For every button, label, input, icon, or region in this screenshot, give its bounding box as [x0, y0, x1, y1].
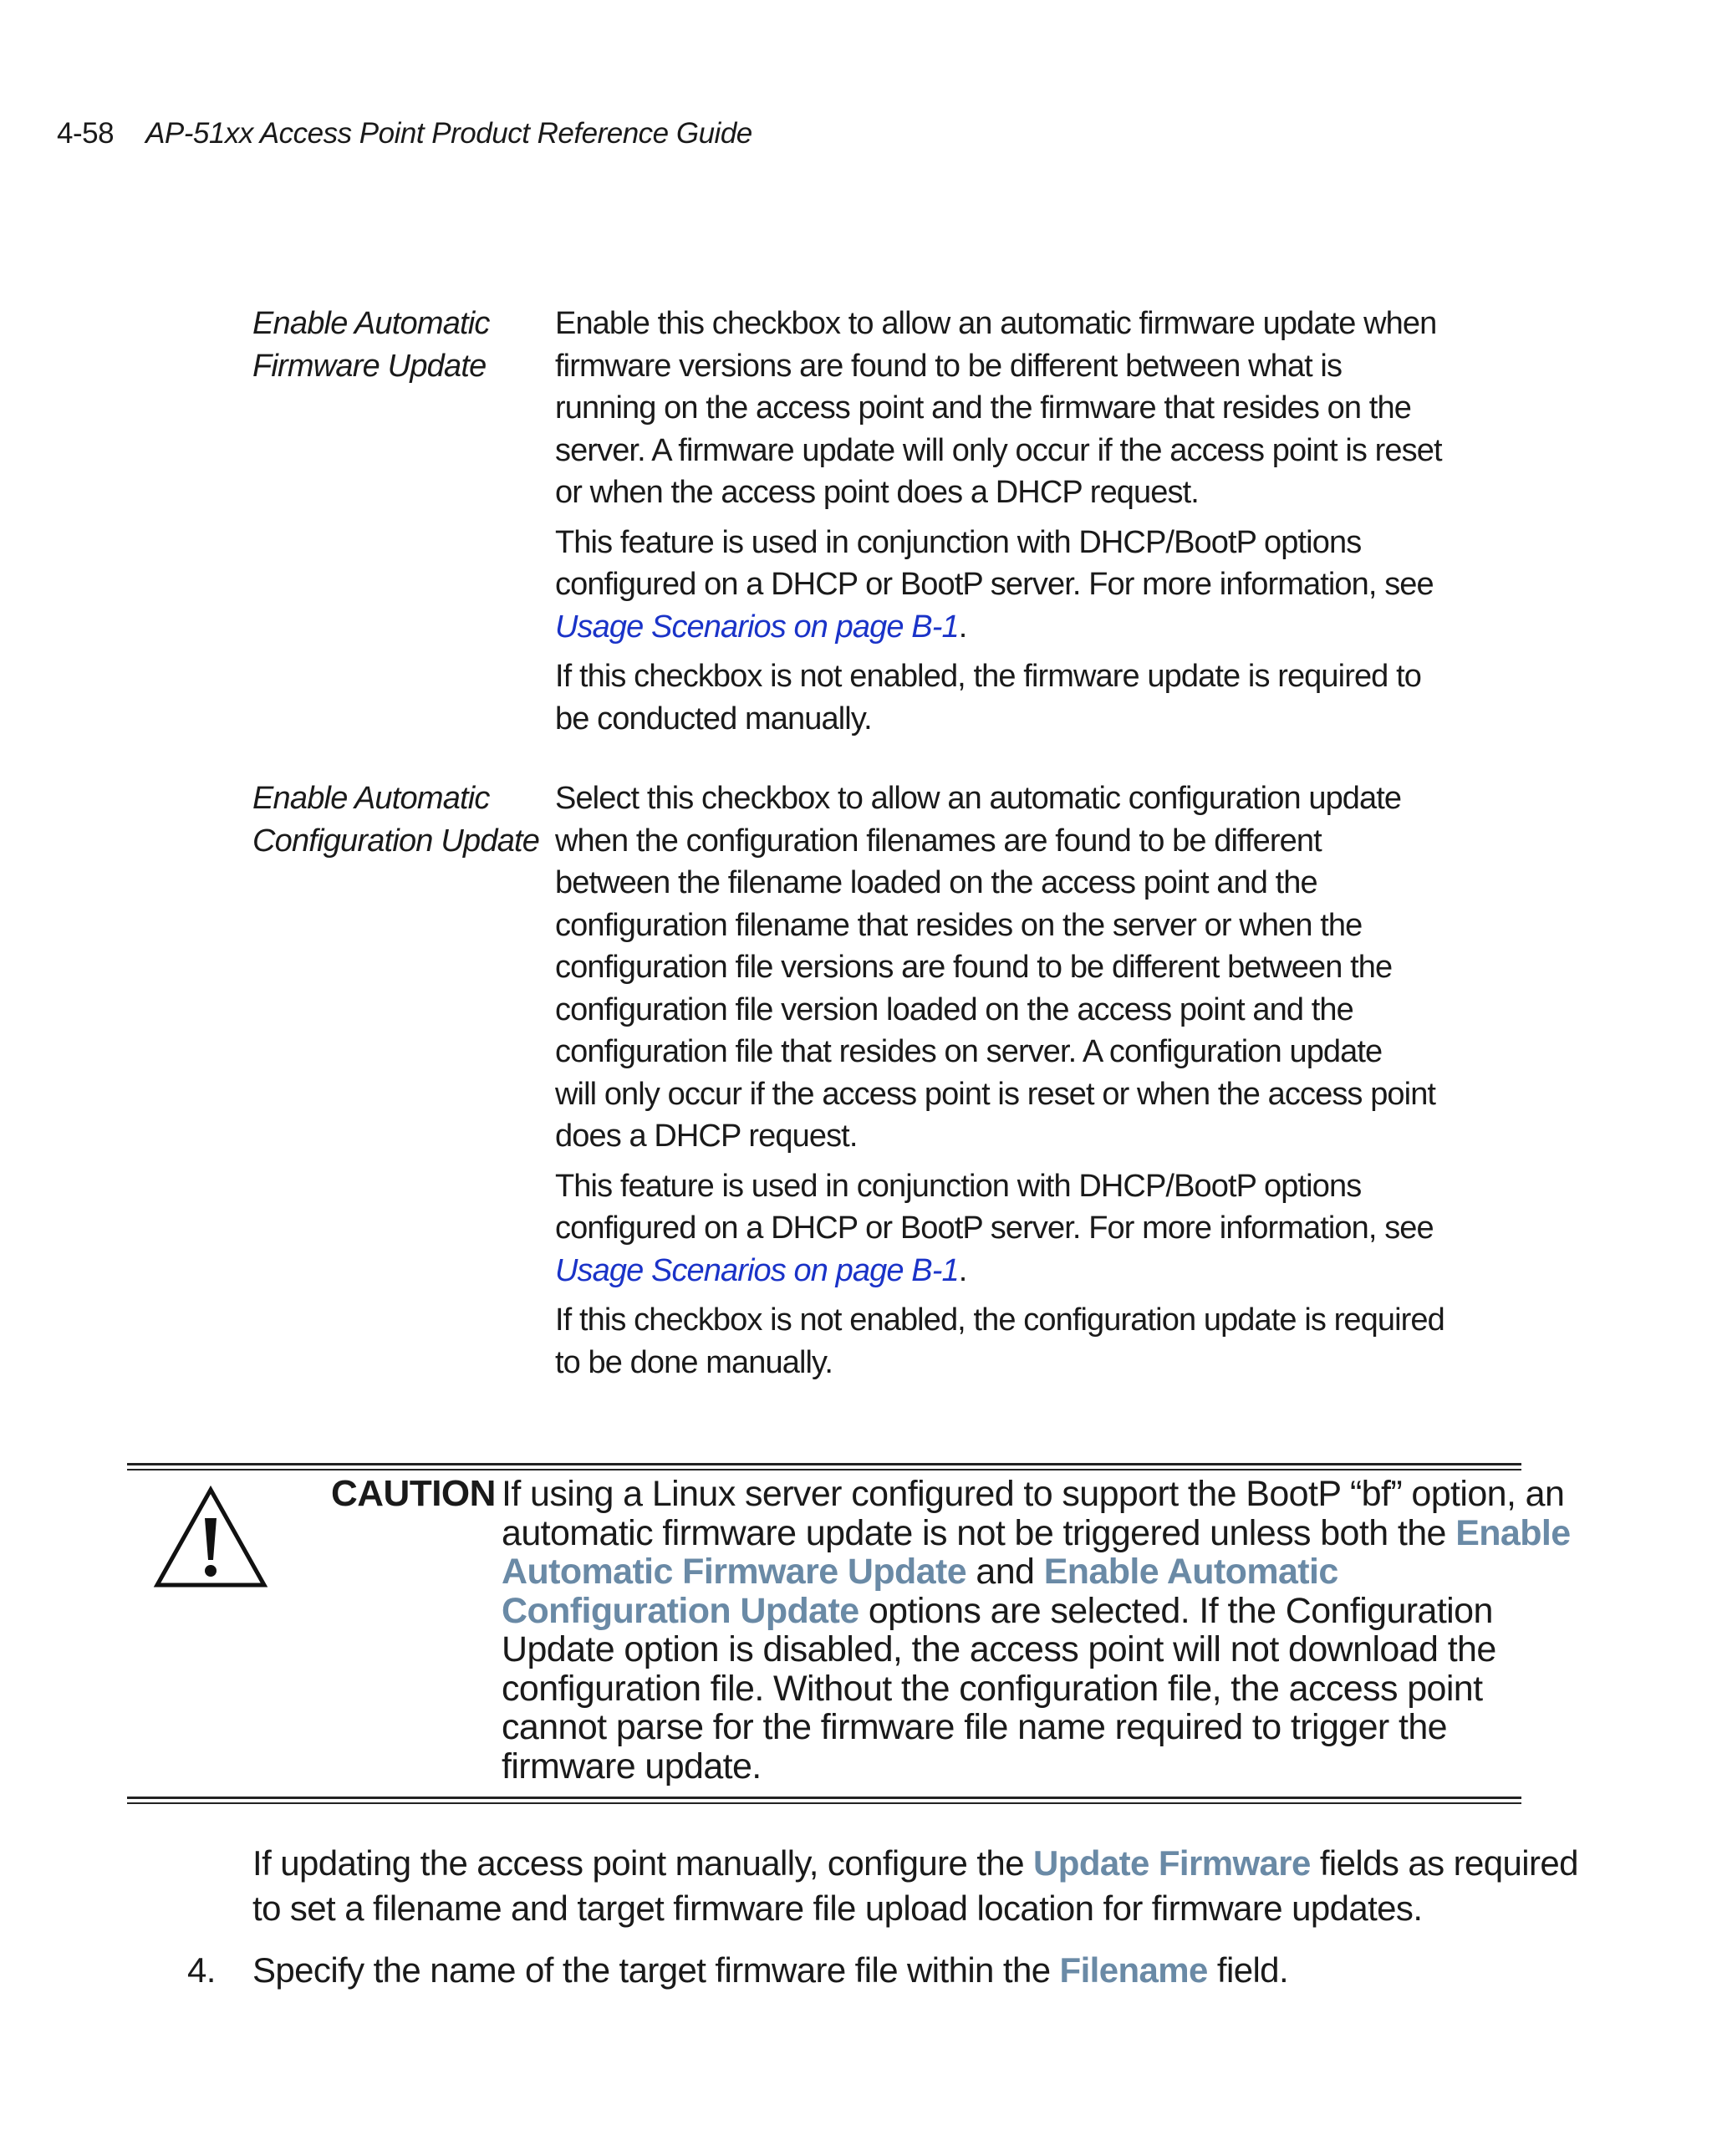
description-paragraph: [555, 1299, 1444, 1384]
text-line: This feature is used in conjunction with DHCP/BootP options: [555, 1168, 1362, 1204]
description-paragraph: [555, 655, 1421, 740]
definition-description: [555, 777, 1444, 1391]
text-line: to be done manually.: [555, 1344, 833, 1380]
caution-top-rule: [127, 1463, 1521, 1470]
text-line: configured on a DHCP or BootP server. For more information, see: [555, 567, 1434, 602]
description-paragraph: [555, 1165, 1434, 1292]
text-line: [502, 1592, 1513, 1631]
description-paragraph: [555, 522, 1434, 649]
cross-reference-link[interactable]: Usage Scenarios on page B-1: [555, 1252, 959, 1288]
term-line: Firmware Update: [252, 348, 487, 384]
text-line: configured on a DHCP or BootP server. For more information, see: [555, 1211, 1434, 1246]
text-line: when the configuration filenames are found to be different: [555, 823, 1322, 859]
text-line: [555, 606, 1391, 649]
text-line: If using a Linux server configured to support the BootP “bf” option, an: [502, 1474, 1565, 1514]
text-line: server. A firmware update will only occur if the access point is reset: [555, 432, 1442, 468]
text-punctuation: .: [958, 1252, 967, 1288]
term-line: Configuration Update: [252, 823, 540, 859]
text-line: configuration file versions are found to be different between the: [555, 950, 1393, 985]
text-line: to set a filename and target firmware file upload location for firmware updates.: [252, 1888, 1423, 1928]
text-segment: fields as required: [1310, 1843, 1578, 1883]
ui-reference: Automatic Firmware Update: [502, 1552, 967, 1592]
text-line: [555, 1250, 1391, 1292]
text-line: or when the access point does a DHCP request.: [555, 475, 1199, 510]
text-line: [502, 1552, 1513, 1592]
text-line: cannot parse for the firmware file name required to trigger the: [502, 1707, 1447, 1747]
text-segment: If updating the access point manually, configure the: [252, 1843, 1034, 1883]
term-line: Enable Automatic: [252, 306, 490, 341]
text-line: [252, 1841, 1578, 1886]
body-paragraph: [252, 1841, 1578, 1931]
text-line: be conducted manually.: [555, 701, 872, 737]
text-line: If this checkbox is not enabled, the firmware update is required to: [555, 659, 1421, 694]
text-segment: and: [966, 1552, 1044, 1592]
text-line: firmware update.: [502, 1746, 762, 1786]
text-line: This feature is used in conjunction with DHCP/BootP options: [555, 524, 1362, 560]
text-punctuation: .: [958, 609, 967, 645]
cross-reference-link[interactable]: Usage Scenarios on page B-1: [555, 609, 959, 645]
caution-text: [502, 1474, 1571, 1786]
ui-reference: Filename: [1059, 1950, 1208, 1990]
caution-label: CAUTION: [331, 1473, 496, 1514]
text-line: does a DHCP request.: [555, 1119, 858, 1154]
text-line: Select this checkbox to allow an automatic configuration update: [555, 781, 1402, 816]
ui-reference: Update Firmware: [1033, 1843, 1311, 1883]
page-header: [57, 117, 752, 150]
description-paragraph: [555, 303, 1442, 514]
warning-triangle-icon: [152, 1485, 269, 1590]
guide-title: AP-51xx Access Point Product Reference Guide: [145, 117, 752, 150]
ui-reference: Configuration Update: [502, 1590, 859, 1631]
caution-bottom-rule: [127, 1797, 1521, 1804]
definition-term: [252, 303, 555, 387]
text-segment: options are selected. If the Configuration: [859, 1590, 1493, 1631]
text-line: will only occur if the access point is reset or when the access point: [555, 1076, 1436, 1112]
text-segment: field.: [1207, 1950, 1289, 1990]
text-line: configuration filename that resides on the server or when the: [555, 907, 1363, 943]
description-paragraph: [555, 777, 1436, 1158]
text-line: If this checkbox is not enabled, the configuration update is required: [555, 1302, 1444, 1338]
step-number: 4.: [187, 1950, 216, 1990]
step-item: [187, 1948, 1288, 1993]
ui-reference: Enable: [1455, 1512, 1571, 1553]
text-segment: Specify the name of the target firmware file within the: [252, 1950, 1060, 1990]
definition-description: [555, 303, 1442, 747]
text-line: between the filename loaded on the access point and the: [555, 865, 1317, 900]
definition-term: [252, 777, 555, 862]
text-line: firmware versions are found to be different between what is: [555, 348, 1343, 384]
text-line: running on the access point and the firmware that resides on the: [555, 390, 1411, 426]
definition-row-configuration: [252, 777, 1444, 1391]
text-line: configuration file. Without the configuration file, the access point: [502, 1668, 1483, 1709]
ui-reference: Enable Automatic: [1043, 1552, 1338, 1592]
text-line: Update option is disabled, the access point will not download the: [502, 1629, 1496, 1669]
text-line: Enable this checkbox to allow an automatic firmware update when: [555, 306, 1437, 341]
text-segment: automatic firmware update is not be triggered unless both the: [502, 1512, 1456, 1553]
definition-row-firmware: [252, 303, 1442, 747]
term-line: Enable Automatic: [252, 781, 490, 816]
definition-table: [252, 303, 1444, 1421]
caution-box: [127, 1463, 1571, 1804]
page-number: 4-58: [57, 117, 115, 150]
text-line: configuration file that resides on server. A configuration update: [555, 1034, 1383, 1069]
text-line: [502, 1512, 1571, 1553]
text-line: configuration file version loaded on the access point and the: [555, 991, 1353, 1027]
